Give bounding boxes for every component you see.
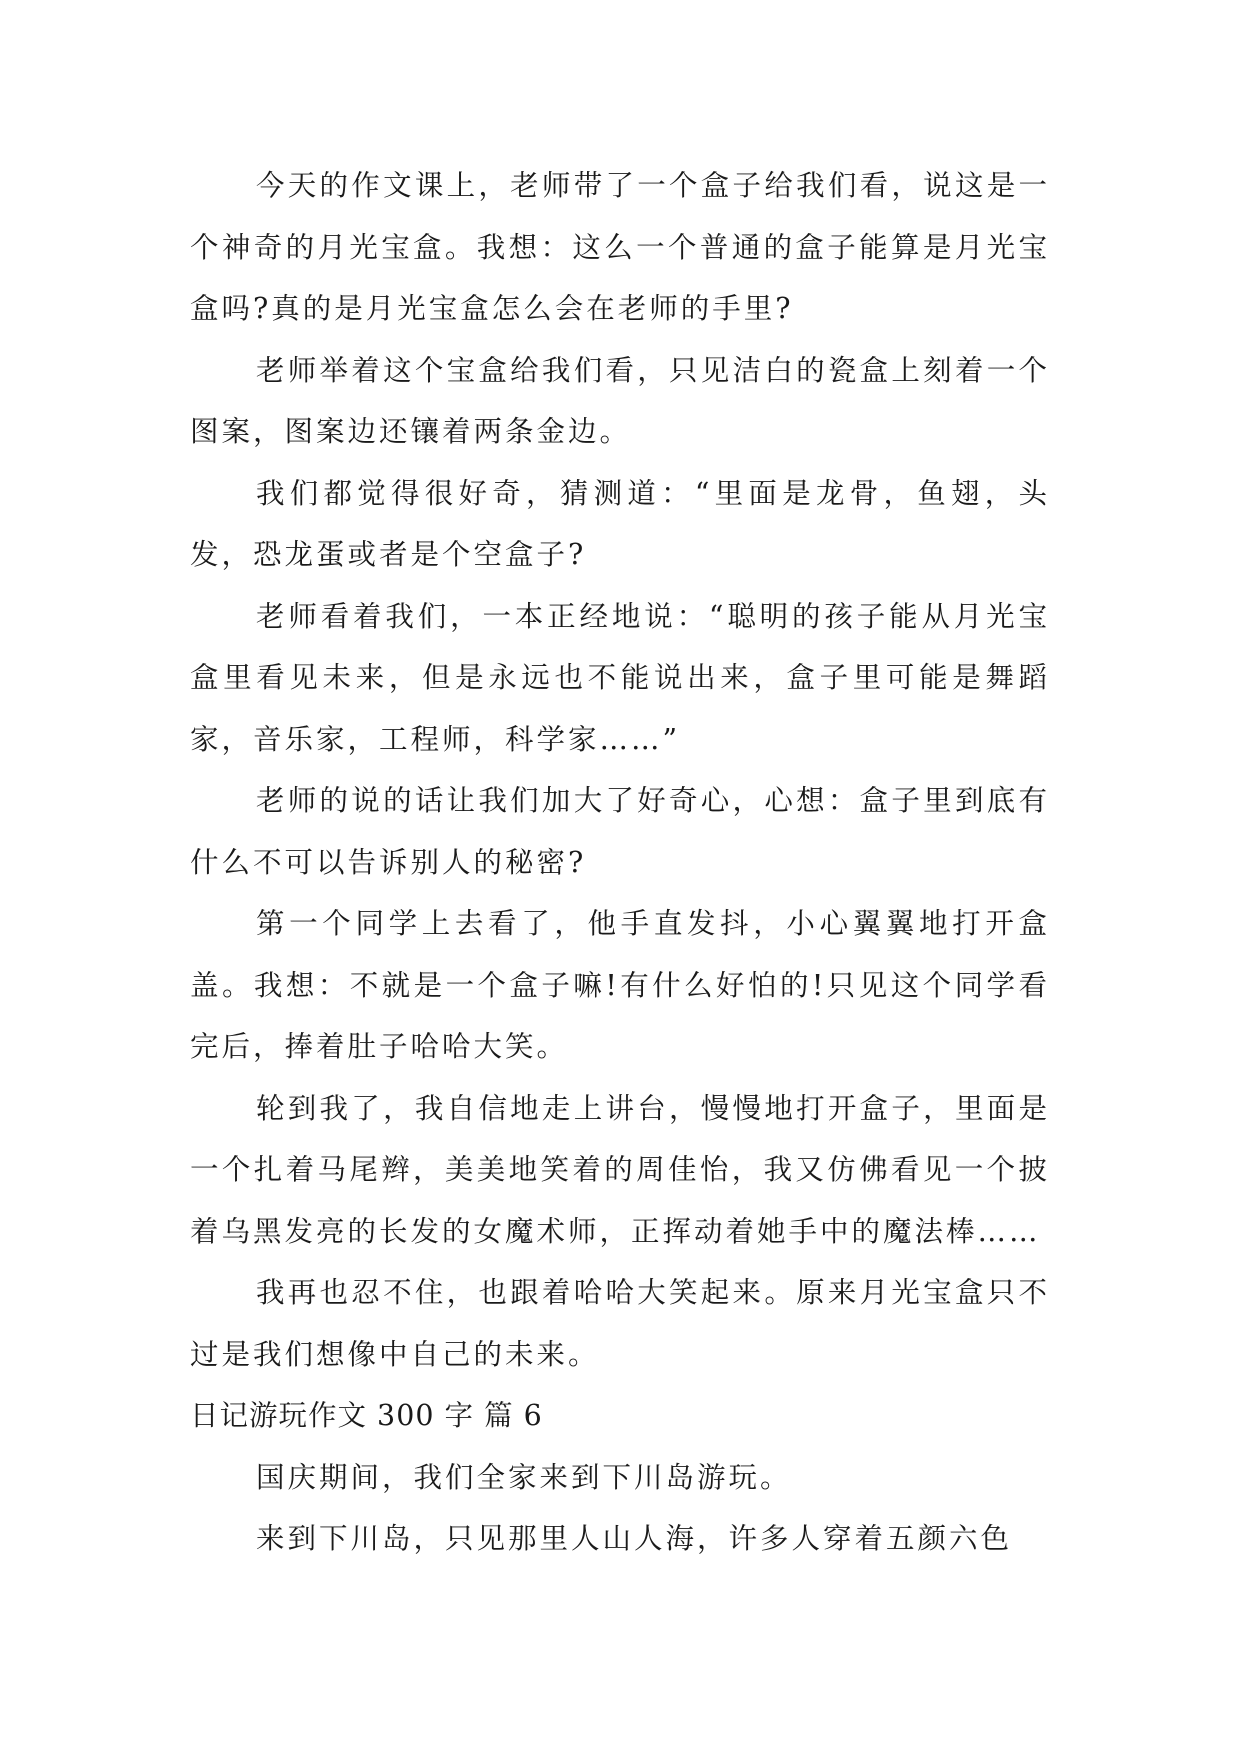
- paragraph: 我们都觉得很好奇，猜测道：“里面是龙骨，鱼翅，头发，恐龙蛋或者是个空盒子?: [190, 476, 1050, 571]
- paragraph: 今天的作文课上，老师带了一个盒子给我们看，说这是一个神奇的月光宝盒。我想：这么一个普通的盒子能算是月光宝盒吗?真的是月光宝盒怎么会在老师的手里?: [190, 169, 1050, 325]
- paragraph: 轮到我了，我自信地走上讲台，慢慢地打开盒子，里面是一个扎着马尾辫，美美地笑着的周佳怡，我又仿佛看见一个披着乌黑发亮的长发的女魔术师，正挥动着她手中的魔法棒……: [190, 1091, 1050, 1248]
- paragraph: 国庆期间，我们全家来到下川岛游玩。: [256, 1460, 792, 1494]
- paragraph: 老师看着我们，一本正经地说：“聪明的孩子能从月光宝盒里看见未来，但是永远也不能说出来，盒子里可能是舞蹈家，音乐家，工程师，科学家……”: [190, 599, 1050, 756]
- document-body: [190, 155, 1050, 1570]
- paragraph: 老师举着这个宝盒给我们看，只见洁白的瓷盒上刻着一个图案，图案边还镶着两条金边。: [190, 353, 1050, 448]
- paragraph: 老师的说的话让我们加大了好奇心，心想：盒子里到底有什么不可以告诉别人的秘密?: [190, 784, 1050, 879]
- paragraph: 第一个同学上去看了，他手直发抖，小心翼翼地打开盒盖。我想：不就是一个盒子嘛!有什么好怕的!只见这个同学看完后，捧着肚子哈哈大笑。: [190, 907, 1050, 1063]
- paragraph: 我再也忍不住，也跟着哈哈大笑起来。原来月光宝盒只不过是我们想像中自己的未来。: [190, 1276, 1050, 1371]
- paragraph: 来到下川岛，只见那里人山人海，许多人穿着五颜六色: [256, 1522, 1013, 1555]
- section-heading: 日记游玩作文 300 字 篇 6: [190, 1399, 543, 1432]
